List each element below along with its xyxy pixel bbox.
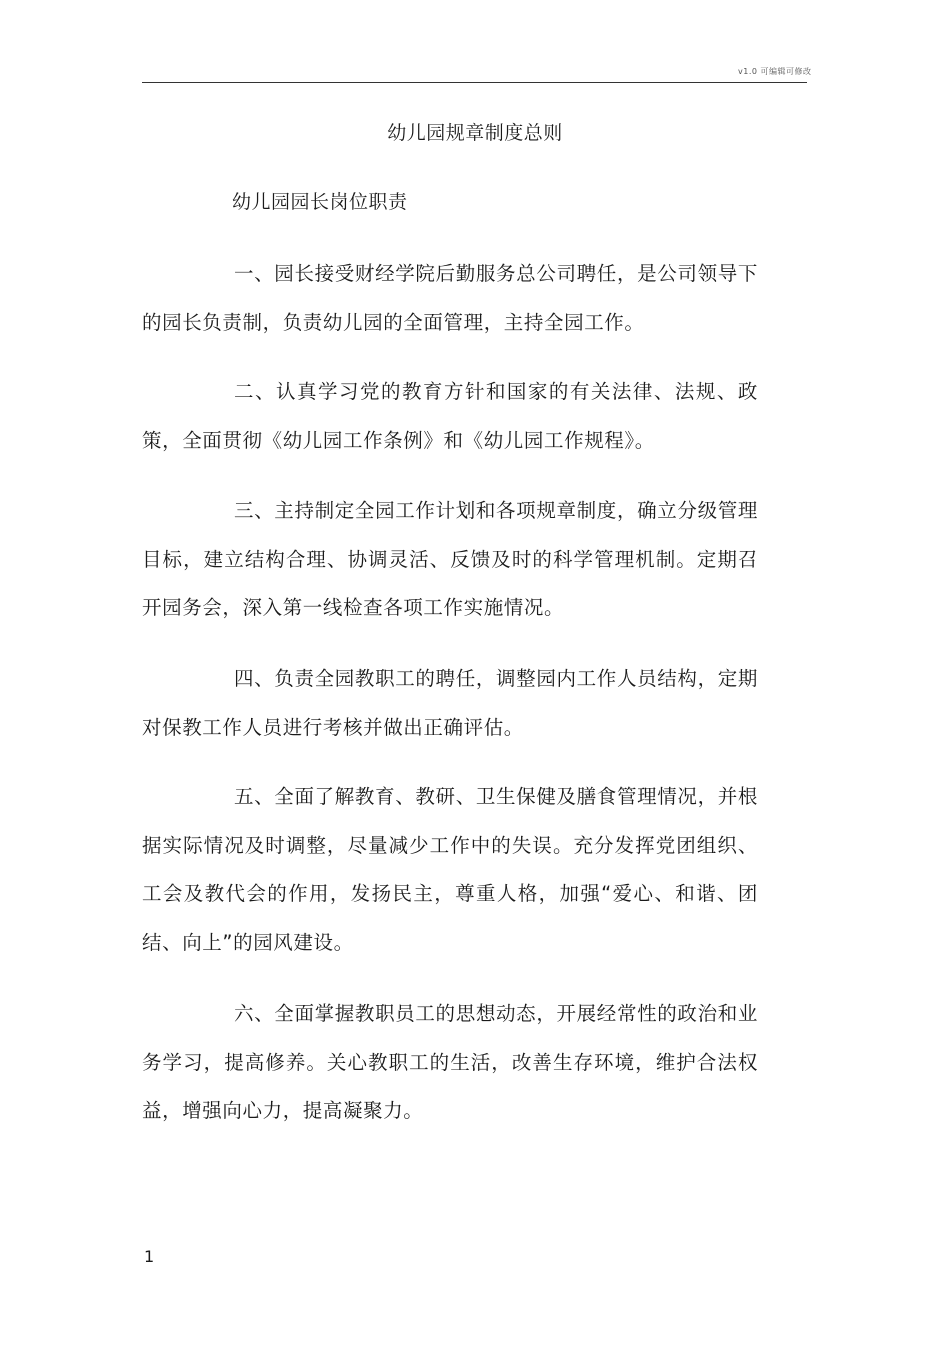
document-title: 幼儿园规章制度总则 (387, 122, 563, 144)
version-label: v1.0 可编辑可修改 (738, 67, 812, 76)
paragraph-5: 五、全面了解教育、教研、卫生保健及膳食管理情况，并根据实际情况及时调整，尽量减少工作中的失误。充分发挥党团组织、工会及教代会的作用，发扬民主，尊重人格，加强“爱心、和谐、团结、向上”的园风建设。 (142, 785, 758, 954)
paragraph-2: 二、认真学习党的教育方针和国家的有关法律、法规、政策，全面贯彻《幼儿园工作条例》和《幼儿园工作规程》。 (142, 380, 758, 452)
header-divider (142, 82, 807, 83)
paragraph-6: 六、全面掌握教职员工的思想动态，开展经常性的政治和业务学习，提高修养。关心教职工的生活，改善生存环境，维护合法权益，增强向心力，提高凝聚力。 (142, 1002, 758, 1123)
section-title: 幼儿园园长岗位职责 (232, 191, 408, 213)
paragraph-3: 三、主持制定全园工作计划和各项规章制度，确立分级管理目标，建立结构合理、协调灵活、反馈及时的科学管理机制。定期召开园务会，深入第一线检查各项工作实施情况。 (142, 499, 758, 620)
paragraph-4: 四、负责全园教职工的聘任，调整园内工作人员结构，定期对保教工作人员进行考核并做出正确评估。 (142, 667, 758, 739)
paragraph-1: 一、园长接受财经学院后勤服务总公司聘任，是公司领导下的园长负责制，负责幼儿园的全面管理，主持全园工作。 (142, 262, 758, 334)
page-number: 1 (144, 1247, 155, 1266)
